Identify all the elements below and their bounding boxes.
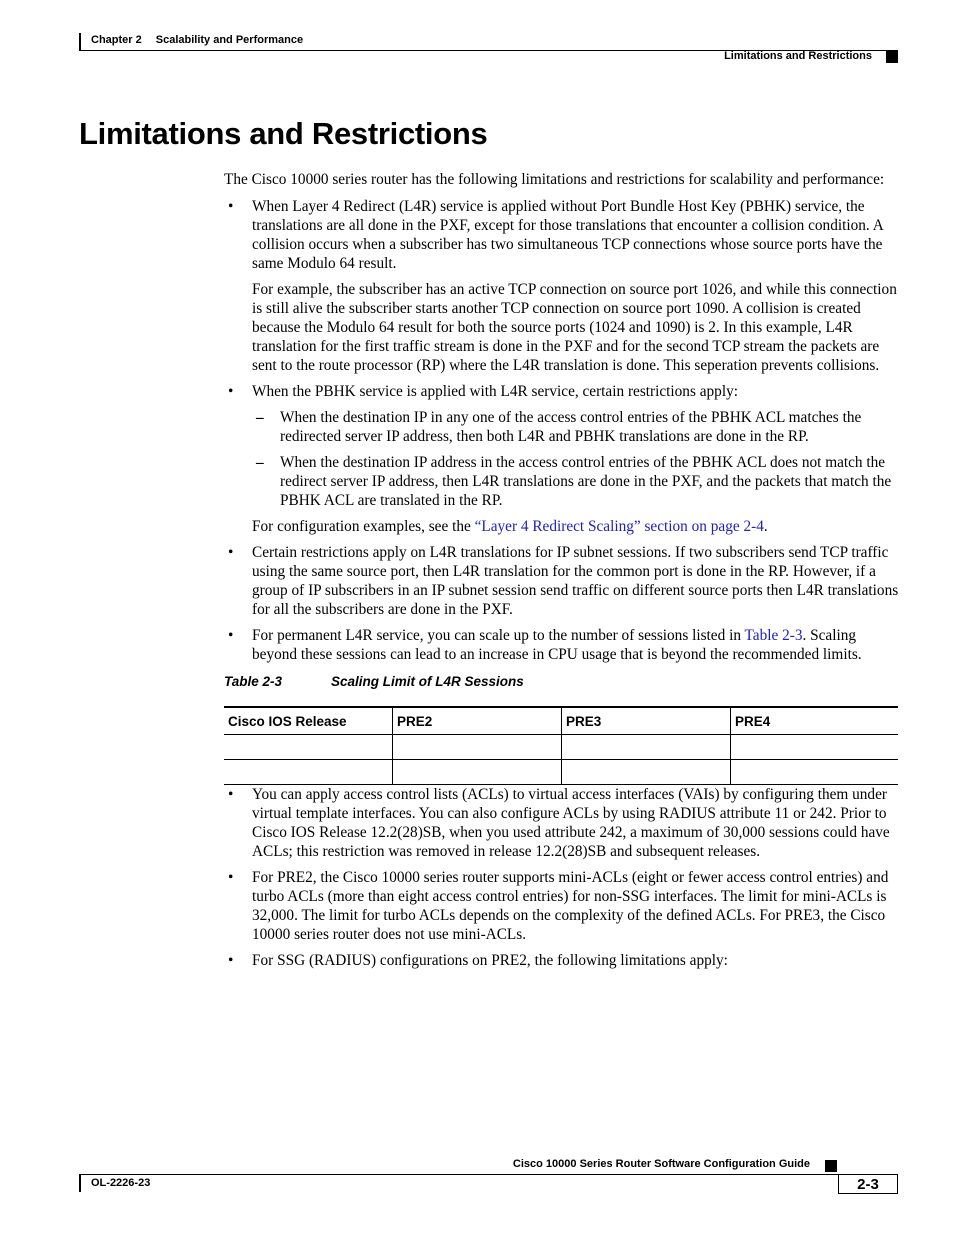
header-section: Limitations and Restrictions <box>724 50 872 62</box>
table-link[interactable]: Table 2-3 <box>744 627 803 644</box>
scaling-limit-table <box>224 706 898 785</box>
bullet-text-start: For permanent L4R service, you can scale up to the number of sessions listed in <box>252 627 745 644</box>
table-caption-label: Table 2-3 <box>224 674 283 689</box>
page-number: 2-3 <box>838 1174 898 1194</box>
sub-item-text: When the destination IP in any one of the access control entries of the PBHK ACL matches the redirected server IP address, then both L4R and PBHK translations are done in the RP. <box>280 409 862 445</box>
table-cell <box>731 735 899 760</box>
table-caption <box>224 672 900 691</box>
table-cell <box>562 760 731 785</box>
bullet-glyph: • <box>228 869 234 886</box>
bullet-text: For SSG (RADIUS) configurations on PRE2, the following limitations apply: <box>252 952 728 969</box>
column-header-pre4: PRE4 <box>731 707 899 735</box>
bullet-glyph: • <box>228 786 234 803</box>
sub-list-item <box>252 453 900 510</box>
list-item <box>224 543 900 619</box>
header-rule-vertical <box>79 33 81 51</box>
bullet-text: For PRE2, the Cisco 10000 series router supports mini-ACLs (eight or fewer access control entries) and turbo ACLs (more than eight access control entries) for non-SSG interfaces. The limit for mini-ACLs is 32,000. The limit for turbo ACLs depends on the complexity of the defined ACLs. For PRE3, the Cisco 10000 series router does not use mini-ACLs. <box>252 869 889 943</box>
config-reference-end: . <box>763 518 768 535</box>
header-marker <box>886 51 898 63</box>
table-row <box>224 760 898 785</box>
header-chapter <box>91 34 303 46</box>
bullet-text: When Layer 4 Redirect (L4R) service is applied without Port Bundle Host Key (PBHK) service, the translations are all done in the PXF, except for those translations that encounter a collision condition. A collision occurs when a subscriber has two simultaneous TCP connections whose source ports have the same Modulo 64 result. <box>252 198 883 272</box>
bullet-glyph: • <box>228 627 234 644</box>
list-item <box>224 626 900 664</box>
dash-glyph: – <box>256 454 264 471</box>
main-content <box>224 170 900 977</box>
header-chapter-title: Scalability and Performance <box>155 34 304 46</box>
intro-paragraph: The Cisco 10000 series router has the following limitations and restrictions for scalability and performance: <box>224 171 885 188</box>
example-paragraph: For example, the subscriber has an active TCP connection on source port 1026, and while this connection is still alive the subscriber starts another TCP connection on source port 1090. A collision is created because the Modulo 64 result for both the source ports (1024 and 1090) is 2. In this example, L4R translation for the first traffic stream is done in the PXF and for the second TCP stream the packets are sent to the route processor (RP) where the L4R translation is done. This seperation prevents collisions. <box>252 281 897 374</box>
bullet-glyph: • <box>228 544 234 561</box>
table-cell <box>393 735 562 760</box>
sub-list-item <box>252 408 900 446</box>
sub-item-text: When the destination IP address in the access control entries of the PBHK ACL does not match the redirect server IP address, then L4R translations are done in the PXF, and the packets that match the PBHK ACL are translated in the RP. <box>280 454 892 509</box>
table-row <box>224 735 898 760</box>
table-cell <box>731 760 899 785</box>
list-item <box>224 382 900 536</box>
footer-rule <box>79 1174 898 1175</box>
list-item <box>224 951 900 970</box>
table-cell <box>562 735 731 760</box>
config-reference-text: For configuration examples, see the <box>252 518 475 535</box>
bullet-text: Certain restrictions apply on L4R translations for IP subnet sessions. If two subscribers send TCP traffic using the same source port, then L4R translation for the common port is done in the RP. However, if a group of IP subscribers in an IP subnet session send traffic on different source ports then L4R translations for all the subscribers are done in the PXF. <box>252 544 899 618</box>
table-cell <box>224 735 393 760</box>
sub-list <box>252 408 900 510</box>
dash-glyph: – <box>256 409 264 426</box>
header-chapter-number: Chapter 2 <box>91 34 142 46</box>
footer-marker <box>825 1160 837 1172</box>
acl-restrictions-list <box>224 785 900 970</box>
restrictions-list <box>224 197 900 664</box>
section-link[interactable]: “Layer 4 Redirect Scaling” section on page 2-4 <box>474 518 764 535</box>
footer-rule-vertical <box>79 1174 81 1192</box>
bullet-glyph: • <box>228 383 234 400</box>
table-header-row <box>224 707 898 735</box>
bullet-text <box>252 626 900 664</box>
list-item <box>224 785 900 861</box>
table-cell <box>393 760 562 785</box>
bullet-glyph: • <box>228 952 234 969</box>
bullet-text: When the PBHK service is applied with L4R service, certain restrictions apply: <box>252 383 738 400</box>
bullet-text-end: . Scaling beyond these sessions can lead to an increase in CPU usage that is beyond the recommended limits. <box>252 627 862 663</box>
column-header-pre2: PRE2 <box>393 707 562 735</box>
list-item <box>224 197 900 375</box>
config-reference <box>252 517 900 536</box>
table-cell <box>224 760 393 785</box>
list-item <box>224 868 900 944</box>
column-header-pre3: PRE3 <box>562 707 731 735</box>
bullet-glyph: • <box>228 198 234 215</box>
column-header-release: Cisco IOS Release <box>224 707 393 735</box>
footer-doc-number: OL-2226-23 <box>91 1177 151 1189</box>
bullet-text: You can apply access control lists (ACLs) to virtual access interfaces (VAIs) by configuring them under virtual template interfaces. You can also configure ACLs by using RADIUS attribute 11 or 242. Prior to Cisco IOS Release 12.2(28)SB, when you used attribute 242, a maximum of 30,000 sessions could have ACLs; this restriction was removed in release 12.2(28)SB and subsequent releases. <box>252 786 890 860</box>
table-caption-title: Scaling Limit of L4R Sessions <box>331 674 524 689</box>
footer-guide-title: Cisco 10000 Series Router Software Configuration Guide <box>512 1158 810 1170</box>
page-title: Limitations and Restrictions <box>79 116 488 151</box>
